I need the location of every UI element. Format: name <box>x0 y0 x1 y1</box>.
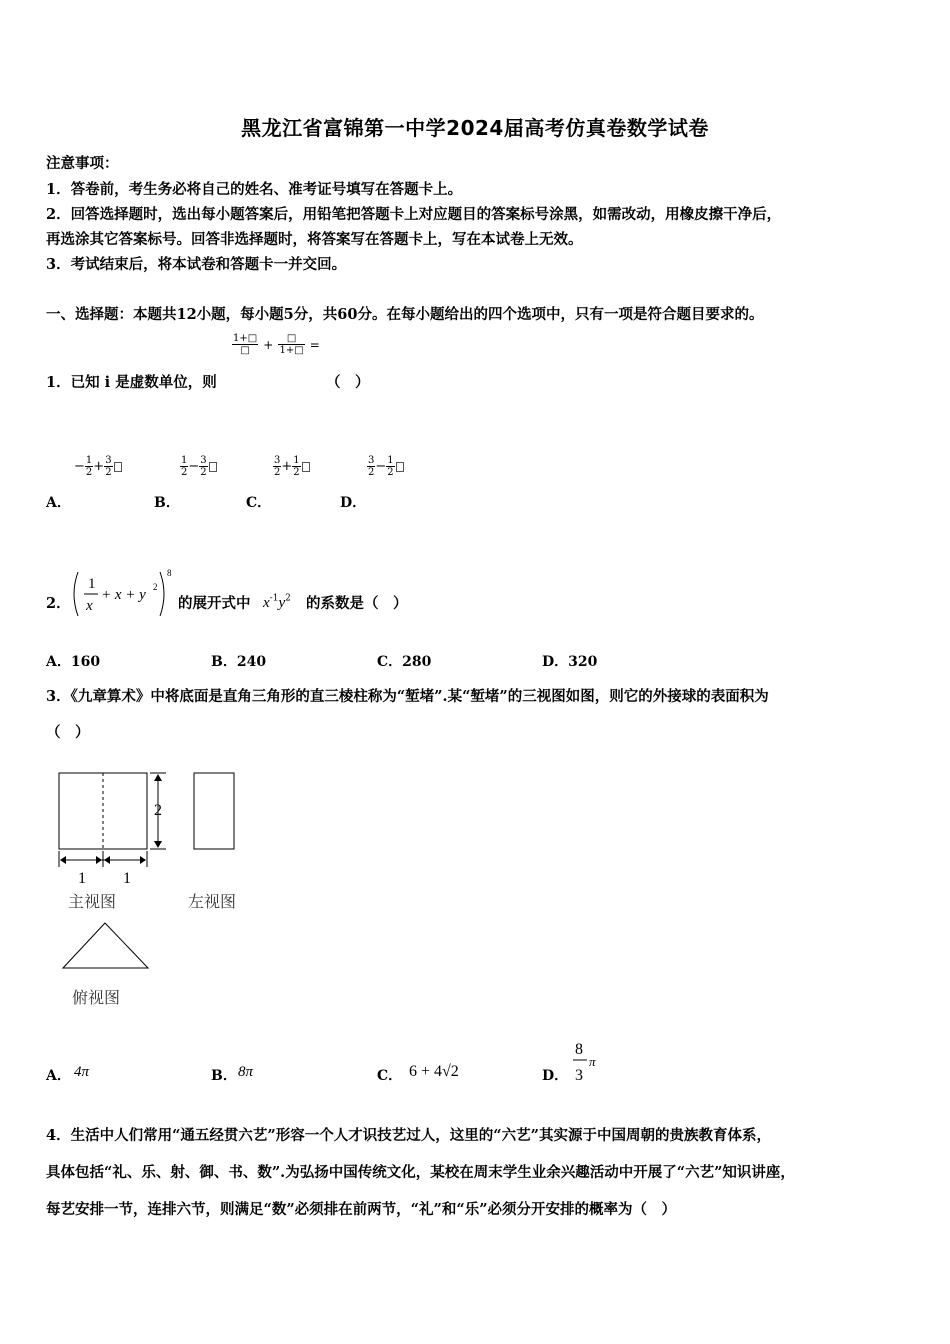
q2-option-c[interactable]: C．280 <box>377 654 432 670</box>
top-view-label: 俯视图 <box>72 988 121 1007</box>
front-view-label: 主视图 <box>68 892 117 911</box>
left-view-label: 左视图 <box>188 892 237 911</box>
q3-option-b-math: 8π <box>238 1064 254 1080</box>
q4-line-3: 每艺安排一节，连排六节，则满足“数”必须排在前两节，“礼”和“乐”必须分开安排的概率为（ ） <box>46 1201 677 1218</box>
top-view-triangle <box>63 923 148 968</box>
q1-option-a-math: − $\frac{1}{2}$ + $\frac{3}{2}$ <box>74 455 122 478</box>
q2-y-exp: 2 <box>153 582 158 592</box>
q1-frac-b: $\frac{□}{1+□}$ <box>279 333 304 356</box>
q3-option-c[interactable]: C． <box>377 1068 403 1084</box>
notice-heading: 注意事项： <box>46 155 119 172</box>
q2-mid: 的展开式中 <box>178 595 251 612</box>
svg-text:π: π <box>589 1054 596 1069</box>
q2-rest: + x + y <box>101 587 146 603</box>
q2-number: 2． <box>46 595 71 612</box>
notice-item-2-cont: 再选涂其它答案标号。回答非选择题时，将答案写在答题卡上，写在本试卷上无效。 <box>46 231 583 248</box>
q3-option-a-math: 4π <box>74 1064 90 1080</box>
svg-text:3: 3 <box>575 1067 583 1084</box>
q1-stem: 1．已知 i 是虚数单位，则 <box>46 374 217 391</box>
q2-frac-den: x <box>86 598 93 614</box>
q1-option-c-math: $\frac{3}{2}$ + $\frac{1}{2}$ <box>273 455 310 478</box>
q1-option-b[interactable]: B． <box>154 495 180 511</box>
q2-option-d[interactable]: D．320 <box>542 654 598 670</box>
q2-option-a[interactable]: A．160 <box>46 654 101 670</box>
q3-option-d-math <box>570 1038 610 1086</box>
q2-expression <box>68 566 178 622</box>
q1-option-d-math: $\frac{3}{2}$ − $\frac{1}{2}$ <box>367 455 404 478</box>
page-title: 黑龙江省富锦第一中学2024届高考仿真卷数学试卷 <box>241 116 709 140</box>
notice-item-2: 2．回答选择题时，选出每小题答案后，用铅笔把答题卡上对应题目的答案标号涂黑，如需改动，用橡皮擦干净后， <box>46 206 782 223</box>
dim-height: 2 <box>154 802 162 819</box>
q1-frac-a: $\frac{1+□}{□}$ <box>233 333 258 356</box>
q2-power: 8 <box>167 568 172 578</box>
section-heading: 一、选择题：本题共12小题，每小题5分，共60分。在每小题给出的四个选项中，只有一项是符合题目要求的。 <box>46 306 764 323</box>
q3-option-a[interactable]: A． <box>46 1068 71 1084</box>
q1-option-d[interactable]: D． <box>340 495 367 511</box>
q1-option-a[interactable]: A． <box>46 495 71 511</box>
q1-paren: （ ） <box>326 374 370 391</box>
q1-formula: $\frac{1+□}{□}$ + $\frac{□}{1+□}$ = <box>233 333 320 356</box>
q3-paren: （ ） <box>46 724 90 741</box>
left-view-rect <box>194 773 234 849</box>
q1-option-c[interactable]: C． <box>246 495 272 511</box>
q2-term: $x^{-1}y^2$ <box>263 593 291 611</box>
q3-option-d[interactable]: D． <box>542 1068 569 1084</box>
notice-item-3: 3．考试结束后，将本试卷和答题卡一并交回。 <box>46 256 347 273</box>
q2-frac-num: 1 <box>88 576 96 592</box>
notice-item-1: 1．答卷前，考生务必将自己的姓名、准考证号填写在答题卡上。 <box>46 181 463 198</box>
q4-line-2: 具体包括“礼、乐、射、御、书、数”.为弘扬中国传统文化，某校在周末学生业余兴趣活动中开展了“六艺”知识讲座， <box>46 1164 795 1181</box>
q4-line-1: 4．生活中人们常用“通五经贯六艺”形容一个人才识技艺过人，这里的“六艺”其实源于中国周朝的贵族教育体系， <box>46 1127 771 1144</box>
q2-option-b[interactable]: B．240 <box>211 654 267 670</box>
dim-w1: 1 <box>78 870 86 887</box>
q1-option-b-math: $\frac{1}{2}$ − $\frac{3}{2}$ <box>180 455 217 478</box>
q2-tail: 的系数是（ ） <box>306 595 408 612</box>
q3-stem: 3．《九章算术》中将底面是直角三角形的直三棱柱称为“堑堵”.某“堑堵”的三视图如图，则它的外接球的表面积为 <box>46 688 769 705</box>
q3-option-c-math: 6 + 4√2 <box>409 1063 459 1080</box>
svg-text:8: 8 <box>575 1041 583 1058</box>
dim-w2: 1 <box>123 870 131 887</box>
q3-option-b[interactable]: B． <box>211 1068 237 1084</box>
